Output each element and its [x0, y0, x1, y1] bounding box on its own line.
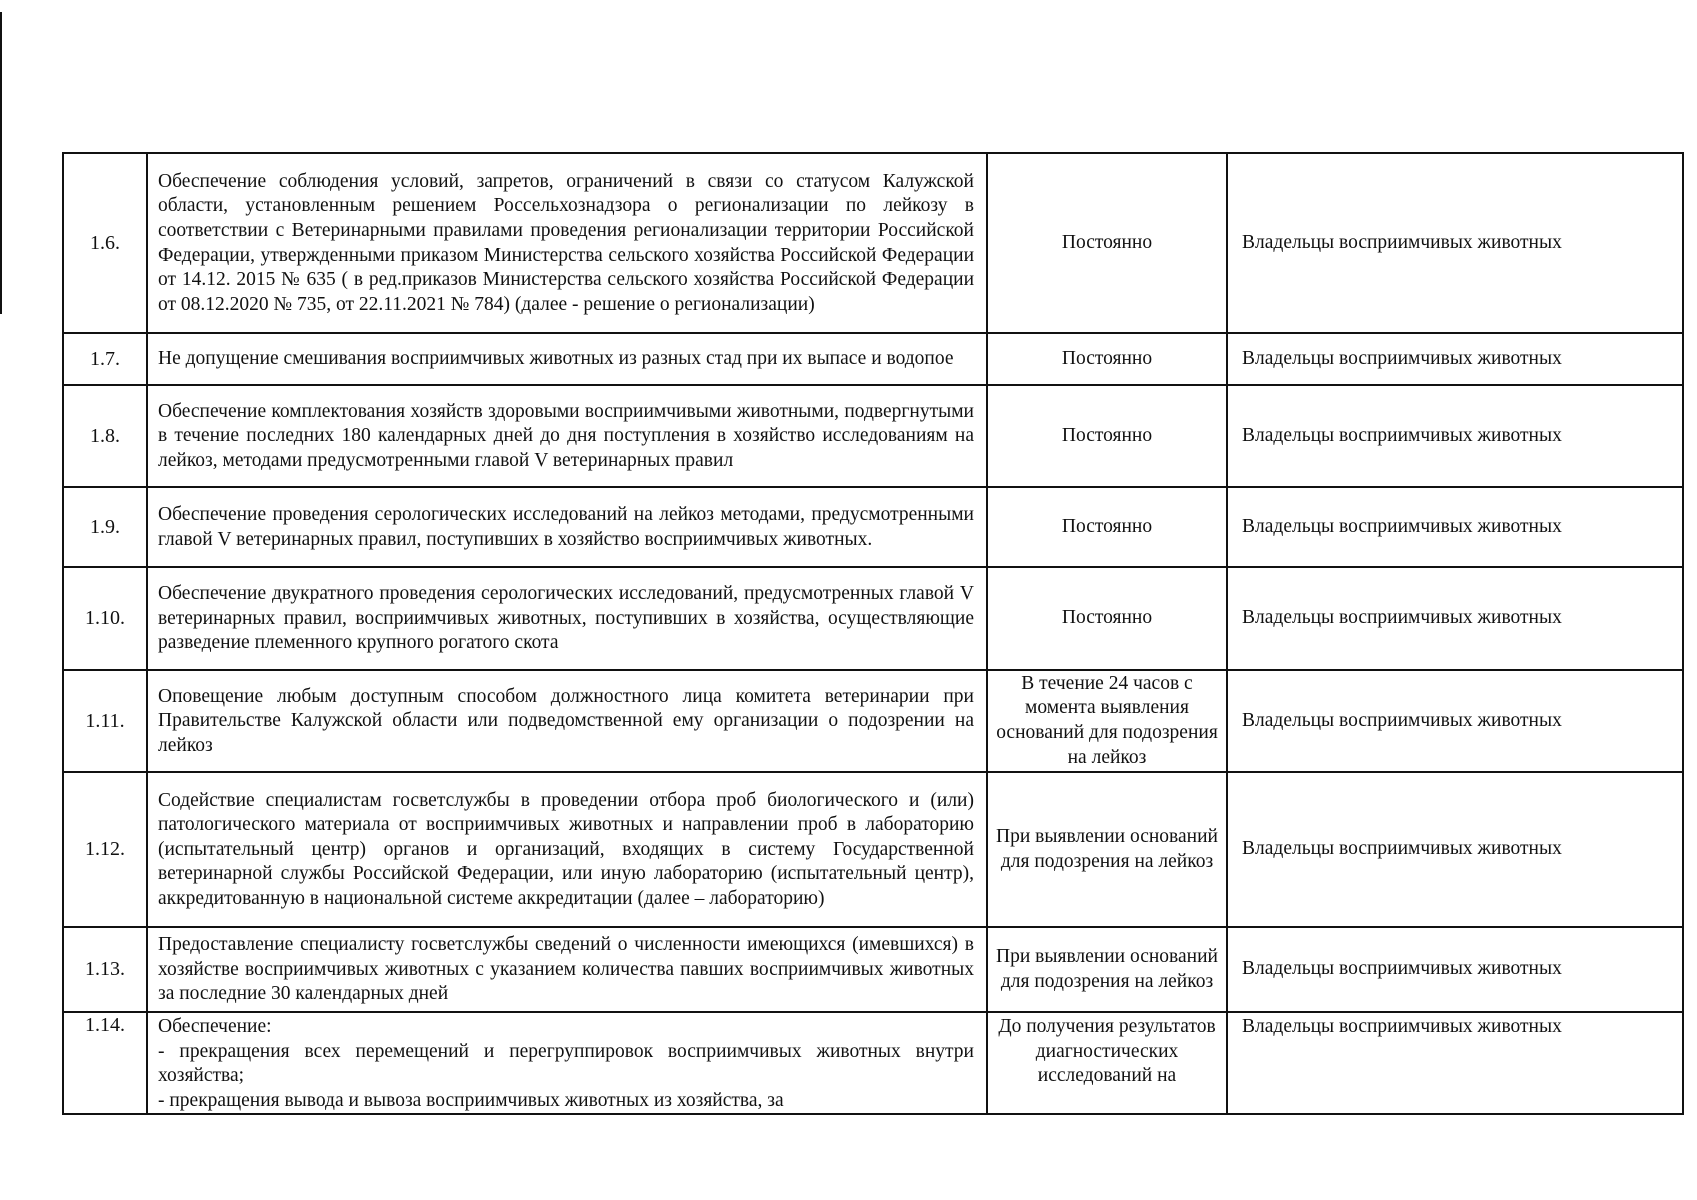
measure-description: Не допущение смешивания восприимчивых животных из разных стад при их выпасе и водопое	[147, 333, 987, 385]
row-number: 1.13.	[63, 927, 147, 1012]
row-number: 1.12.	[63, 772, 147, 927]
table-row	[63, 487, 1683, 567]
measure-executor: Владельцы восприимчивых животных	[1227, 333, 1683, 385]
row-number: 1.9.	[63, 487, 147, 567]
row-number: 1.14.	[63, 1012, 147, 1114]
measure-description-line: Обеспечение:	[158, 1016, 272, 1037]
measure-executor: Владельцы восприимчивых животных	[1227, 772, 1683, 927]
measure-executor: Владельцы восприимчивых животных	[1227, 487, 1683, 567]
measure-term: В течение 24 часов с момента выявления оснований для подозрения на лейкоз	[987, 670, 1227, 772]
measures-table	[62, 152, 1684, 1115]
measure-term: При выявлении оснований для подозрения на лейкоз	[987, 772, 1227, 927]
measure-description: Оповещение любым доступным способом должностного лица комитета ветеринарии при Правительстве Калужской области или подведомственной ему организации о подозрении на лейкоз	[147, 670, 987, 772]
measure-description-line: - прекращения вывода и вывоза восприимчивых животных из хозяйства, за	[158, 1089, 784, 1111]
measure-description: Обеспечение комплектования хозяйств здоровыми восприимчивыми животными, подвергнутыми в течение последних 180 календарных дней до дня поступления в хозяйство исследованиям на лейкоз, методами предусмотренными главой V ветеринарных правил	[147, 385, 987, 487]
measure-term: Постоянно	[987, 487, 1227, 567]
measure-description: Обеспечение проведения серологических исследований на лейкоз методами, предусмотренными главой V ветеринарных правил, поступивших в хозяйство восприимчивых животных.	[147, 487, 987, 567]
measure-term: Постоянно	[987, 385, 1227, 487]
measure-description	[147, 1012, 987, 1114]
measure-description: Обеспечение двукратного проведения серологических исследований, предусмотренных главой V ветеринарных правил, восприимчивых животных, поступивших в хозяйства, осуществляющие разведение племенного крупного рогатого скота	[147, 567, 987, 670]
measure-term: До получения результатов диагностических исследований на	[987, 1012, 1227, 1114]
table-row	[63, 333, 1683, 385]
table-row	[63, 385, 1683, 487]
measure-term: При выявлении оснований для подозрения на лейкоз	[987, 927, 1227, 1012]
measure-description: Предоставление специалисту госветслужбы сведений о численности имеющихся (имевшихся) в хозяйстве восприимчивых животных с указанием количества павших восприимчивых животных за последние 30 календарных дней	[147, 927, 987, 1012]
table-row	[63, 772, 1683, 927]
row-number: 1.10.	[63, 567, 147, 670]
row-number: 1.8.	[63, 385, 147, 487]
page-margin-line	[0, 12, 2, 314]
table-row	[63, 927, 1683, 1012]
measure-executor: Владельцы восприимчивых животных	[1227, 1012, 1683, 1114]
measure-term: Постоянно	[987, 153, 1227, 333]
measure-executor: Владельцы восприимчивых животных	[1227, 670, 1683, 772]
row-number: 1.7.	[63, 333, 147, 385]
measure-executor: Владельцы восприимчивых животных	[1227, 927, 1683, 1012]
measure-description: Обеспечение соблюдения условий, запретов, ограничений в связи со статусом Калужской области, установленным решением Россельхознадзора о регионализации по лейкозу в соответствии с Ветеринарными правилами проведения регионализации территории Российской Федерации, утвержденными приказом Министерства сельского хозяйства Российской Федерации от 14.12. 2015 № 635 ( в ред.приказов Министерства сельского хозяйства Российской Федерации от 08.12.2020 № 735, от 22.11.2021 № 784) (далее - решение о регионализации)	[147, 153, 987, 333]
table-row	[63, 1012, 1683, 1114]
measure-executor: Владельцы восприимчивых животных	[1227, 567, 1683, 670]
measure-description-line: - прекращения всех перемещений и перегруппировок восприимчивых животных внутри хозяйства;	[158, 1040, 974, 1087]
table-row	[63, 153, 1683, 333]
measure-term: Постоянно	[987, 333, 1227, 385]
measure-executor: Владельцы восприимчивых животных	[1227, 153, 1683, 333]
table-row	[63, 567, 1683, 670]
measure-executor: Владельцы восприимчивых животных	[1227, 385, 1683, 487]
row-number: 1.11.	[63, 670, 147, 772]
table-row	[63, 670, 1683, 772]
row-number: 1.6.	[63, 153, 147, 333]
measure-term: Постоянно	[987, 567, 1227, 670]
measure-description: Содействие специалистам госветслужбы в проведении отбора проб биологического и (или) патологического материала от восприимчивых животных и направлении проб в лабораторию (испытательный центр) органов и организаций, входящих в систему Государственной ветеринарной службы Российской Федерации, или иную лабораторию (испытательный центр), аккредитованную в национальной системе аккредитации (далее – лабораторию)	[147, 772, 987, 927]
